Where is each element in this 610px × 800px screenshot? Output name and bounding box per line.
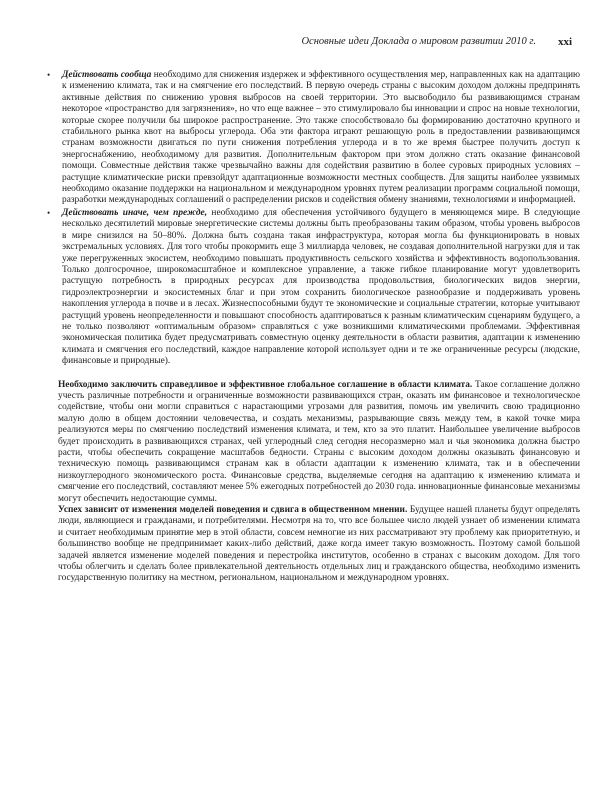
bullet-icon: • bbox=[47, 70, 51, 80]
body-text bbox=[47, 70, 580, 585]
paragraph-text: Будущее нашей планеты будут определять люди, являющиеся и гражданами, и потребителями. Несмотря на то, что все большее число людей узнает об изменении климата и считает необходимым принятие мер в этой области, совсем немногие из них рассматривают эту проблему как приоритетную, и большинство вообще не предпринимает каких-либо действий, даже когда имеет такую возможность. Поэтому самой большой задачей является изменение моделей поведения и перестройка институтов, особенно в странах с высоким доходом. Для того чтобы облегчить и сделать более привлекательной деятельность отдельных лиц и гражданского общества, необходимо изменить государственную политику на местном, региональном, национальном и международном уровнях. bbox=[58, 505, 580, 584]
bullet-list bbox=[47, 70, 580, 368]
page-number: xxi bbox=[557, 36, 572, 48]
running-header bbox=[40, 36, 572, 52]
bullet-lead: Действовать сообща bbox=[62, 70, 152, 80]
running-title: Основные идеи Доклада о мировом развитии 2010 г. bbox=[301, 36, 536, 47]
paragraph bbox=[58, 505, 580, 585]
paragraph-lead: Успех зависит от изменения моделей поведения и сдвига в общественном мнении. bbox=[58, 505, 408, 516]
paragraph-text: Такое соглашение должно учесть различные потребности и ограниченные возможности развивающихся стран, оказать им финансовое и технологическое содействие, чтобы они могли справиться с нарастающими угрозами для развития, помочь им увеличить свою традиционно малую долю в общем достоянии человечества, и создать механизмы, разрывающие связь между тем, в какой точке мира реализуются меры по смягчению последствий изменения климата, и тем, кто за это платит. Наибольшее увеличение выбросов будет происходить в развивающихся странах, чей углеродный след сегодня несоразмерно мал и чья экономика должна быстро расти, чтобы обеспечить сокращение масштабов бедности. Страны с высоким доходом должны оказывать финансовую и техническую помощь развивающимся странам как в области адаптации к изменению климата, так и в обеспечении низкоуглеродного экономического роста. Финансовые средства, выделяемые сегодня на адаптацию к изменению климата и смягчение его последствий, составляют менее 5% ежегодных потребностей до 2030 года. инновационные финансовые механизмы могут обеспечить недостающие суммы. bbox=[58, 379, 580, 504]
bullet-lead: Действовать иначе, чем прежде, bbox=[62, 207, 208, 218]
bullet-text: необходимо для обеспечения устойчивого будущего в меняющемся мире. В следующие несколько десятилетий мировые энергетические системы должны быть преобразованы таким образом, чтобы уровень выбросов в мире снизился на 50–80%. Должна быть создана такая инфраструктура, которая могла бы функционировать в новых экстремальных условиях. Для того чтобы прокормить еще 3 миллиарда человек, не создавая дополнительной нагрузки для и так уже перегруженных экосистем, необходимо повышать продуктивность сельского хозяйства и эффективность водопользования. Только долгосрочное, широкомасштабное и комплексное управление, а также гибкое планирование могут удовлетворить растущую потребность в природных ресурсах для производства продовольствия, биологических видов энергии, гидроэлектроэнергии и экосистемных благ и при этом сохранить биологическое разнообразие и поддерживать уровень накопления углерода в почве и в лесах. Жизнеспособными будут те экономические и социальные стратегии, которые учитывают растущий уровень неопределенности и повышают способность адаптироваться к разным климатическим сценариям будущего, а не только позволяют «оптимальным образом» справляться с уже возникшими климатическими проблемами. Эффективная экономическая политика будет предусматривать совместную оценку деятельности в области развития, адаптации к изменению климата и смягчения его последствий, каждое направление которой использует одни и те же ограниченные ресурсы (людские, финансовые и природные). bbox=[62, 207, 580, 367]
paragraph-lead: Необходимо заключить справедливое и эффективное глобальное соглашение в области климата. bbox=[58, 379, 473, 390]
bullet-text: необходимо для снижения издержек и эффективного осуществления мер, направленных как на адаптацию к изменению климата, так и на смягчение его последствий. В первую очередь страны с высоким доходом должны предпринять активные действия по снижению уровня выбросов на своей территории. Это высвободило бы развивающимся странам некоторое «пространство для загрязнения», но что еще важнее – это стимулировало бы инновации и спрос на новые технологии, которые скорее получили бы широкое распространение. Это также способствовало бы формированию достаточно крупного и стабильного рынка квот на выбросы углерода. Оба эти фактора играют решающую роль в предоставлении развивающимся странам возможности двигаться по пути снижения потребления углерода и в то же время быстрее получить доступ к энергоснабжению, необходимому для развития. Дополнительным фактором при этом должно стать оказание финансовой помощи. Совместные действия также чрезвычайно важны для содействия развитию в более суровых природных условиях – растущие климатические риски превзойдут адаптационные возможности местных сообществ. Для защиты наиболее уязвимых необходимо оказание поддержки на национальном и международном уровнях путем реализации программ социальной помощи, разработки международных соглашений о распределении рисков и содействия обмену знаниями, технологиями и информацией. bbox=[62, 70, 580, 206]
bullet-icon: • bbox=[47, 207, 51, 218]
bullet-item bbox=[47, 70, 580, 207]
paragraph bbox=[58, 380, 580, 505]
bullet-item bbox=[47, 207, 580, 368]
